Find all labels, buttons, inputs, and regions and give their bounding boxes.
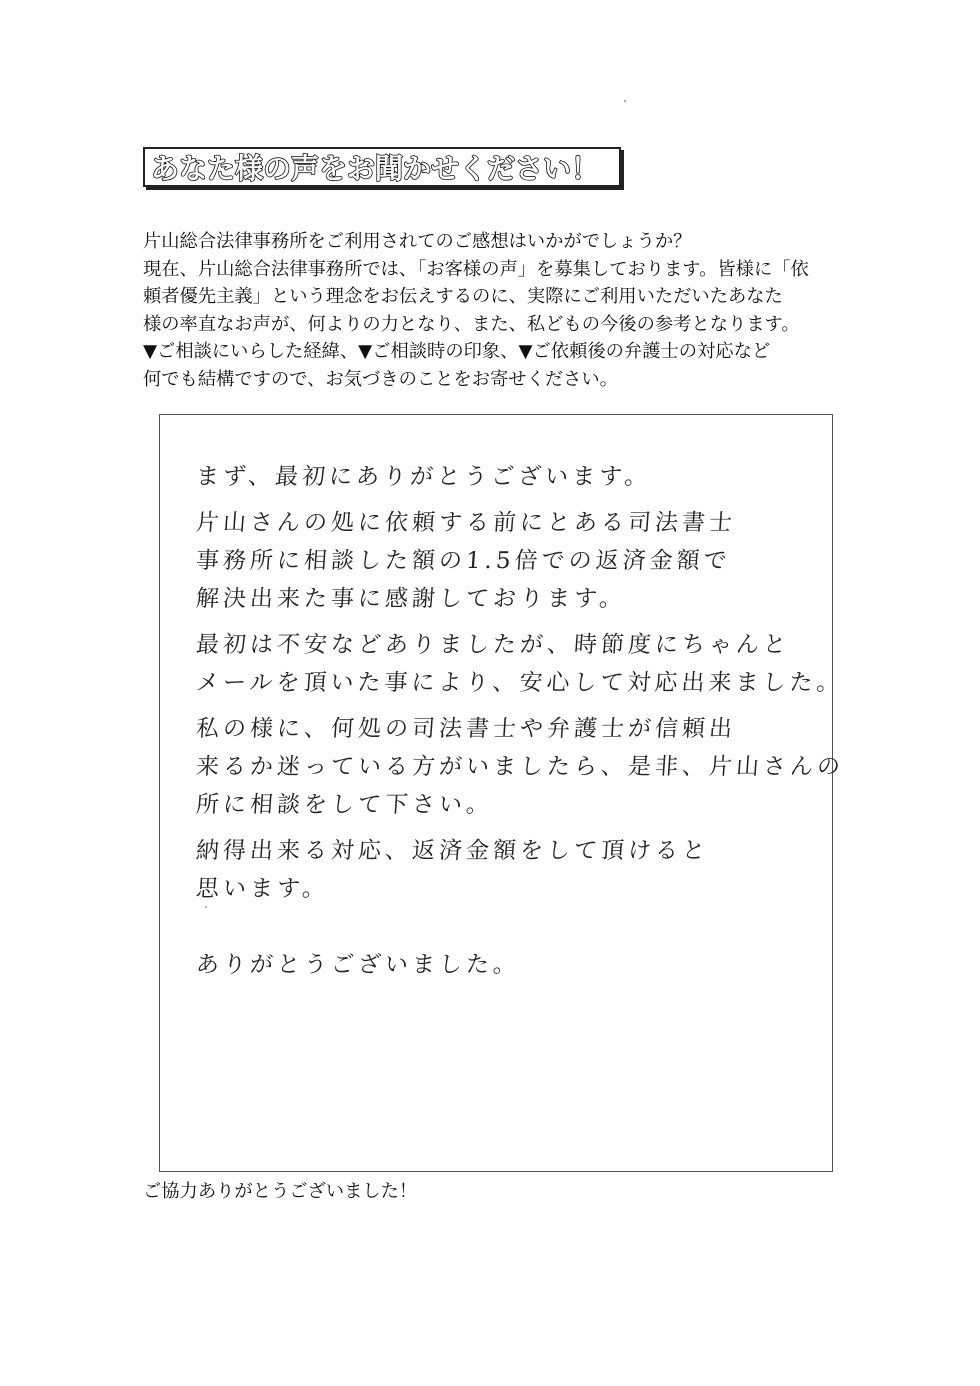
intro-line: 頼者優先主義」という理念をお伝えするのに、実際にご利用いただいたあなた bbox=[143, 286, 783, 307]
comment-line: まず、最初にありがとうございます。 bbox=[195, 464, 653, 490]
intro-line: 様の率直なお声が、何よりの力となり、また、私どもの今後の参考となります。 bbox=[143, 313, 800, 335]
header-title-box bbox=[143, 147, 621, 187]
comment-line: 最初は不安などありましたが、時節度にちゃんと bbox=[195, 632, 791, 658]
scan-speck bbox=[624, 100, 626, 102]
closing-thanks: ご協力ありがとうございました！ bbox=[143, 1181, 418, 1202]
intro-line: 現在、片山総合法律事務所では、「お客様の声」を募集しております。皆様に「依 bbox=[143, 258, 809, 280]
intro-line: 何でも結構ですので、お気づきのことをお寄せください。 bbox=[143, 368, 618, 390]
scan-speck bbox=[205, 906, 207, 908]
comment-line: ありがとうございました。 bbox=[195, 952, 521, 978]
intro-line: ▼ご相談にいらした経緯、▼ご相談時の印象、▼ご依頼後の弁護士の対応など bbox=[143, 341, 771, 362]
page-title: あなた様の声をお聞かせください！ bbox=[151, 152, 600, 185]
intro-text bbox=[143, 228, 843, 393]
comment-line: 事務所に相談した額の1.5倍での返済金額で bbox=[195, 548, 732, 574]
comment-line: 私の様に、何処の司法書士や弁護士が信頼出 bbox=[195, 716, 737, 742]
comment-line bbox=[195, 908, 818, 946]
comment-line: メールを頂いた事により、安心して対応出来ました。 bbox=[195, 670, 845, 696]
intro-line: 片山総合法律事務所をご利用されてのご感想はいかがでしょうか？ bbox=[143, 231, 692, 252]
comment-line: 思います。 bbox=[195, 876, 331, 902]
comment-line: 来るか迷っている方がいましたら、是非、片山さんの bbox=[195, 754, 845, 780]
handwritten-comment bbox=[195, 458, 845, 984]
comment-line: 解決出来た事に感謝しております。 bbox=[195, 586, 628, 612]
comment-line: 所に相談をして下さい。 bbox=[195, 792, 494, 818]
comment-line: 片山さんの処に依頼する前にとある司法書士 bbox=[195, 510, 737, 536]
comment-line: 納得出来る対応、返済金額をして頂けると bbox=[195, 838, 710, 864]
